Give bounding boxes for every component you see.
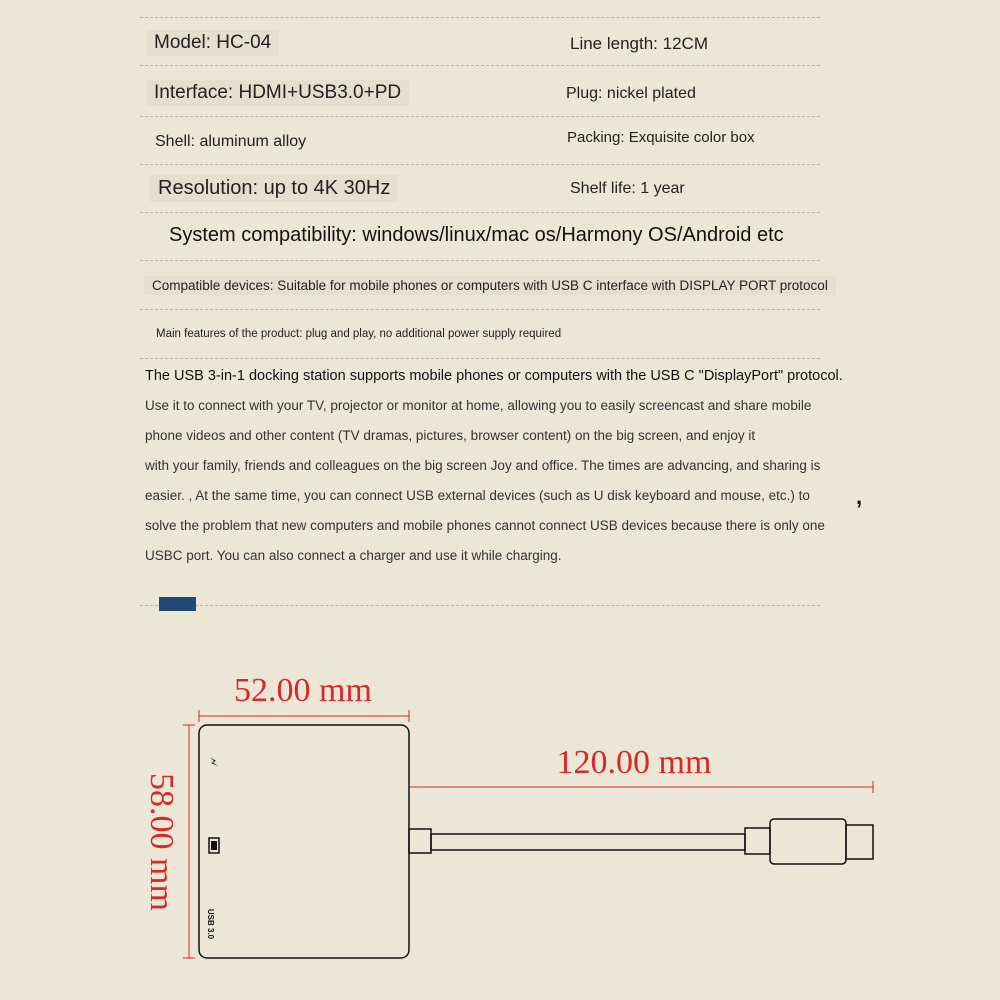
section-divider: [140, 605, 820, 606]
hub-body: [199, 725, 409, 958]
cable-dimension: [409, 744, 873, 793]
description-line: phone videos and other content (TV dramas, pictures, browser content) on the big screen, and enjoy it: [145, 428, 756, 443]
spec-model: Model: HC-04: [146, 30, 279, 56]
spec-system: System compatibility: windows/linux/mac os/Harmony OS/Android etc: [169, 224, 784, 246]
spec-features: Main features of the product: plug and play, no additional power supply required: [156, 328, 562, 340]
description-line: with your family, friends and colleagues on the big screen Joy and office. The times are advancing, and sharing is: [145, 458, 821, 473]
section-marker: [159, 597, 196, 611]
cable: [409, 828, 770, 854]
spec-shelf-life: Shelf life: 1 year: [570, 180, 685, 197]
spec-row-devices: [140, 260, 828, 309]
spec-row-features: [140, 309, 820, 359]
spec-resolution: Resolution: up to 4K 30Hz: [150, 175, 398, 202]
hdmi-port-icon: [209, 838, 219, 853]
stray-comma: ,: [856, 484, 863, 509]
description: [145, 361, 875, 571]
usb-c-plug: [770, 819, 873, 864]
spec-devices: Compatible devices: Suitable for mobile phones or computers with USB C interface with DISPLAY PORT protocol: [144, 276, 836, 295]
spec-row-shell: [140, 116, 820, 165]
height-label: 58.00 mm: [143, 773, 181, 911]
spec-row-resolution: [140, 164, 820, 213]
dimension-diagram: [0, 640, 1000, 1000]
usb-label: USB 3.0: [205, 908, 215, 940]
spec-packing: Packing: Exquisite color box: [567, 129, 755, 146]
height-dimension: [143, 725, 195, 958]
spec-line-length: Line length: 12CM: [570, 34, 708, 53]
width-dimension: [199, 672, 409, 722]
spec-row-interface: [140, 65, 820, 114]
spec-row-system: [140, 212, 820, 261]
spec-shell: Shell: aluminum alloy: [155, 133, 307, 150]
spec-row-model: [140, 17, 820, 66]
description-line: easier. , At the same time, you can connect USB external devices (such as U disk keyboard and mouse, etc.) to: [145, 488, 810, 503]
description-line: USBC port. You can also connect a charger and use it while charging.: [145, 548, 562, 563]
description-line: Use it to connect with your TV, projector or monitor at home, allowing you to easily screencast and share mobile: [145, 398, 812, 413]
spec-plug: Plug: nickel plated: [566, 85, 696, 102]
width-label: 52.00 mm: [234, 672, 372, 709]
description-line: The USB 3-in-1 docking station supports mobile phones or computers with the USB C "DisplayPort" protocol.: [145, 368, 843, 384]
spec-interface: Interface: HDMI+USB3.0+PD: [146, 80, 409, 106]
cable-label: 120.00 mm: [556, 744, 712, 781]
lightning-icon: [210, 757, 218, 766]
description-line: solve the problem that new computers and mobile phones cannot connect USB devices because there is only one: [145, 518, 825, 533]
